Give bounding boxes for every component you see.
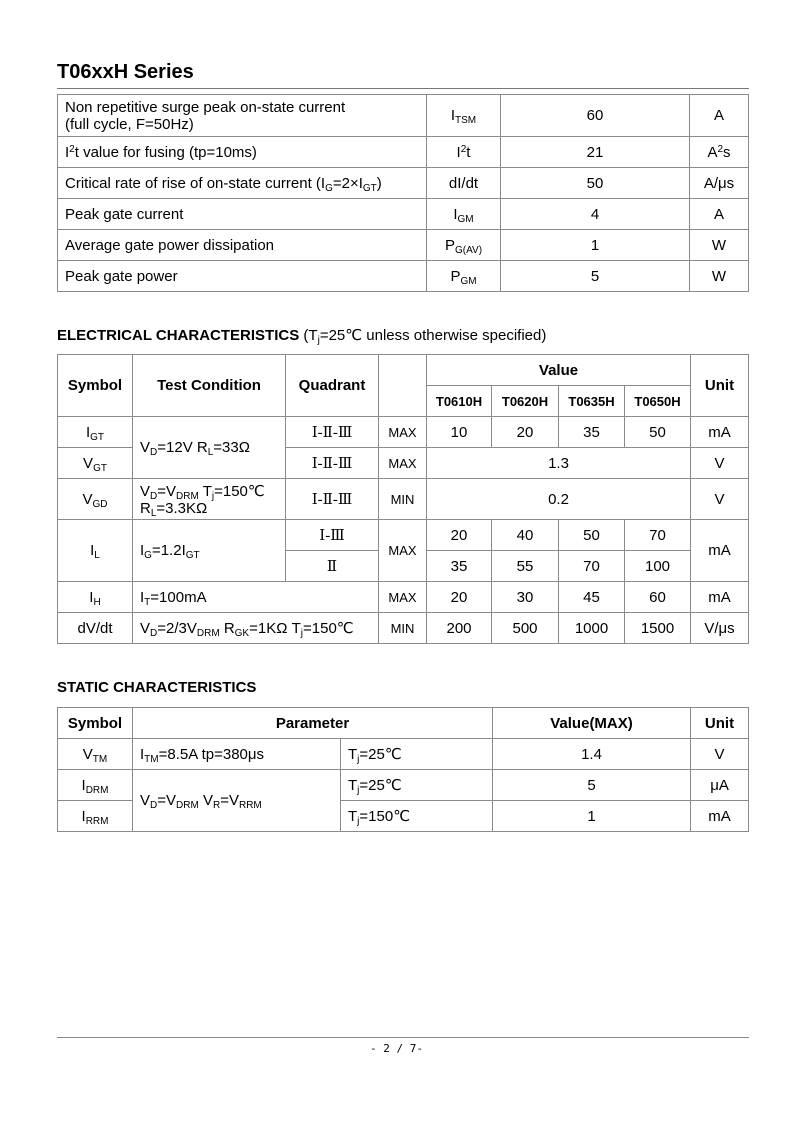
param-cell: Peak gate current bbox=[58, 199, 427, 230]
value-cell: 60 bbox=[625, 582, 691, 613]
condition-text: =100mA bbox=[150, 588, 207, 606]
temperature-text: T bbox=[348, 777, 358, 794]
header-model: T0650H bbox=[625, 386, 691, 417]
symbol-subscript: GM bbox=[457, 213, 474, 225]
symbol-cell bbox=[427, 199, 501, 230]
value-cell: 1 bbox=[501, 230, 690, 261]
condition-text: V bbox=[140, 439, 151, 456]
limit-cell: MAX bbox=[379, 582, 427, 613]
symbol-text: I bbox=[90, 542, 95, 559]
unit-text: A bbox=[707, 143, 718, 161]
section-note bbox=[303, 327, 546, 344]
param-text: Non repetitive surge peak on-state current bbox=[65, 98, 346, 116]
symbol-cell: dV/dt bbox=[58, 613, 133, 644]
value-cell: 1000 bbox=[559, 613, 625, 644]
condition-text: =8.5A tp=380μs bbox=[158, 745, 265, 763]
unit-cell bbox=[690, 137, 749, 168]
table-row bbox=[58, 520, 749, 551]
page-title: T06xxH Series bbox=[57, 61, 194, 83]
quadrant-cell: Ⅰ-Ⅲ bbox=[286, 520, 379, 551]
condition-text: =V bbox=[220, 792, 239, 809]
symbol-text: I bbox=[81, 807, 86, 825]
unit-cell: A bbox=[690, 199, 749, 230]
value-cell: 1.3 bbox=[427, 448, 691, 479]
symbol-subscript: L bbox=[94, 550, 100, 561]
value-cell: 20 bbox=[492, 417, 559, 448]
unit-cell: W bbox=[690, 230, 749, 261]
header-parameter: Parameter bbox=[133, 708, 493, 739]
unit-cell: W bbox=[690, 261, 749, 292]
temperature-subscript: j bbox=[357, 785, 360, 796]
symbol-text: I bbox=[456, 143, 461, 161]
symbol-cell bbox=[58, 770, 133, 801]
quadrant-cell: Ⅰ-Ⅱ-Ⅲ bbox=[286, 448, 379, 479]
table-row bbox=[58, 95, 749, 137]
symbol-cell bbox=[427, 230, 501, 261]
quadrant-cell: Ⅱ bbox=[286, 551, 379, 582]
symbol-text: V bbox=[82, 745, 93, 763]
param-cell bbox=[58, 168, 427, 199]
value-cell: 45 bbox=[559, 582, 625, 613]
temperature-subscript: j bbox=[357, 754, 360, 765]
value-cell: 20 bbox=[427, 520, 492, 551]
condition-text: V bbox=[140, 482, 151, 500]
quadrant-cell: Ⅰ-Ⅱ-Ⅲ bbox=[286, 417, 379, 448]
condition-text: =1KΩ T bbox=[249, 620, 301, 637]
symbol-text: I bbox=[81, 776, 86, 794]
value-cell: 55 bbox=[492, 551, 559, 582]
param-text: Critical rate of rise of on-state current (I bbox=[65, 174, 326, 192]
param-text: (full cycle, F=50Hz) bbox=[65, 115, 194, 133]
value-cell: 1500 bbox=[625, 613, 691, 644]
condition-text: =1.2I bbox=[151, 542, 186, 559]
param-subscript: G bbox=[325, 182, 333, 194]
electrical-characteristics-heading bbox=[57, 326, 546, 344]
temperature-text: =25℃ bbox=[359, 746, 402, 763]
header-quadrant: Quadrant bbox=[286, 355, 379, 417]
static-characteristics-table bbox=[57, 707, 749, 832]
condition-cell bbox=[133, 739, 341, 770]
table-row bbox=[58, 168, 749, 199]
condition-cell bbox=[133, 479, 286, 520]
value-cell: 35 bbox=[559, 417, 625, 448]
header-limit bbox=[379, 355, 427, 417]
condition-cell bbox=[133, 417, 286, 479]
unit-superscript: 2 bbox=[717, 143, 724, 155]
value-cell: 50 bbox=[625, 417, 691, 448]
condition-subscript: G bbox=[144, 550, 152, 561]
value-cell: 60 bbox=[501, 95, 690, 137]
table-row bbox=[58, 199, 749, 230]
header-symbol: Symbol bbox=[58, 708, 133, 739]
table-row bbox=[58, 479, 749, 520]
symbol-cell bbox=[58, 520, 133, 582]
condition-subscript: D bbox=[150, 628, 158, 639]
value-cell: 10 bbox=[427, 417, 492, 448]
condition-text: R bbox=[219, 620, 235, 637]
limit-cell: MAX bbox=[379, 417, 427, 448]
param-text: =2×I bbox=[332, 174, 363, 192]
header-value: Value bbox=[427, 355, 691, 386]
limit-cell: MAX bbox=[379, 520, 427, 582]
condition-text: =V bbox=[157, 792, 177, 809]
unit-cell: V bbox=[691, 448, 749, 479]
unit-cell: mA bbox=[691, 520, 749, 582]
condition-subscript: GT bbox=[185, 550, 200, 561]
symbol-superscript: 2 bbox=[460, 143, 467, 155]
static-characteristics-heading: STATIC CHARACTERISTICS bbox=[57, 679, 257, 696]
param-cell bbox=[58, 95, 427, 137]
condition-text: =V bbox=[157, 482, 177, 500]
temperature-cell bbox=[341, 801, 493, 832]
condition-cell bbox=[133, 582, 379, 613]
absolute-ratings-table bbox=[57, 94, 749, 292]
header-unit: Unit bbox=[691, 708, 749, 739]
header-model: T0610H bbox=[427, 386, 492, 417]
table-row bbox=[58, 417, 749, 448]
value-cell: 1.4 bbox=[493, 739, 691, 770]
unit-cell: mA bbox=[691, 417, 749, 448]
symbol-cell bbox=[427, 95, 501, 137]
value-cell: 30 bbox=[492, 582, 559, 613]
unit-text: s bbox=[723, 143, 731, 161]
unit-cell: V bbox=[691, 479, 749, 520]
value-cell: 5 bbox=[501, 261, 690, 292]
header-row bbox=[58, 355, 749, 386]
symbol-text: P bbox=[450, 267, 461, 285]
condition-text: T bbox=[198, 482, 212, 500]
condition-subscript: D bbox=[150, 490, 158, 502]
header-test-condition: Test Condition bbox=[133, 355, 286, 417]
value-cell: 4 bbox=[501, 199, 690, 230]
limit-cell: MIN bbox=[379, 613, 427, 644]
condition-cell bbox=[133, 613, 379, 644]
symbol-text: t bbox=[466, 143, 471, 161]
symbol-cell: dI/dt bbox=[427, 168, 501, 199]
table-row bbox=[58, 230, 749, 261]
table-row bbox=[58, 261, 749, 292]
condition-text: =33Ω bbox=[213, 439, 250, 456]
symbol-text: I bbox=[450, 107, 456, 124]
unit-cell: μA bbox=[691, 770, 749, 801]
condition-subscript: DRM bbox=[176, 490, 199, 502]
temperature-text: T bbox=[348, 808, 358, 825]
param-superscript: 2 bbox=[69, 143, 75, 155]
value-cell: 100 bbox=[625, 551, 691, 582]
value-cell: 20 bbox=[427, 582, 492, 613]
value-cell: 5 bbox=[493, 770, 691, 801]
condition-subscript: L bbox=[150, 507, 157, 519]
header-symbol: Symbol bbox=[58, 355, 133, 417]
symbol-subscript: GT bbox=[90, 431, 105, 443]
value-cell: 1 bbox=[493, 801, 691, 832]
condition-subscript: TM bbox=[144, 753, 159, 765]
header-model: T0620H bbox=[492, 386, 559, 417]
param-subscript: GT bbox=[362, 182, 377, 194]
symbol-cell bbox=[58, 479, 133, 520]
table-row bbox=[58, 739, 749, 770]
symbol-text: V bbox=[82, 490, 93, 508]
condition-text: =2/3V bbox=[157, 620, 197, 637]
symbol-subscript: DRM bbox=[85, 784, 109, 796]
param-cell bbox=[58, 137, 427, 168]
temperature-cell bbox=[341, 739, 493, 770]
symbol-cell bbox=[58, 801, 133, 832]
symbol-text: I bbox=[453, 205, 458, 223]
condition-subscript: D bbox=[150, 447, 158, 458]
value-cell: 500 bbox=[492, 613, 559, 644]
condition-text: I bbox=[140, 588, 145, 606]
temperature-subscript: j bbox=[357, 816, 360, 827]
note-text: =25℃ unless otherwise specified) bbox=[319, 327, 547, 344]
symbol-text: I bbox=[85, 423, 91, 441]
condition-subscript: R bbox=[212, 800, 221, 811]
value-cell: 21 bbox=[501, 137, 690, 168]
value-cell: 70 bbox=[625, 520, 691, 551]
condition-text: I bbox=[140, 745, 145, 763]
unit-cell: V bbox=[691, 739, 749, 770]
symbol-subscript: G(AV) bbox=[454, 244, 483, 256]
condition-text: V bbox=[140, 620, 151, 637]
symbol-subscript: RRM bbox=[85, 815, 109, 827]
footer-divider bbox=[57, 1037, 749, 1038]
symbol-subscript: H bbox=[93, 596, 101, 608]
symbol-cell bbox=[427, 261, 501, 292]
value-cell: 200 bbox=[427, 613, 492, 644]
condition-cell bbox=[133, 770, 341, 832]
unit-cell: V/μs bbox=[691, 613, 749, 644]
symbol-text: P bbox=[444, 236, 455, 254]
header-unit: Unit bbox=[691, 355, 749, 417]
symbol-subscript: GD bbox=[92, 498, 108, 510]
condition-text: =150℃ bbox=[214, 482, 265, 500]
section-title: ELECTRICAL CHARACTERISTICS bbox=[57, 327, 300, 344]
symbol-cell bbox=[58, 448, 133, 479]
condition-text: =3.3KΩ bbox=[156, 499, 208, 517]
condition-subscript: T bbox=[144, 596, 151, 608]
condition-subscript: j bbox=[211, 490, 215, 502]
temperature-text: =150℃ bbox=[359, 808, 411, 825]
condition-subscript: DRM bbox=[196, 628, 220, 639]
unit-cell: A bbox=[690, 95, 749, 137]
value-cell: 70 bbox=[559, 551, 625, 582]
symbol-text: V bbox=[83, 454, 94, 472]
symbol-subscript: TM bbox=[92, 753, 108, 765]
symbol-text: I bbox=[89, 588, 94, 606]
note-text: (T bbox=[303, 327, 318, 344]
table-row bbox=[58, 770, 749, 801]
value-cell: 0.2 bbox=[427, 479, 691, 520]
condition-text: V bbox=[198, 792, 213, 809]
symbol-cell bbox=[58, 417, 133, 448]
header-value: Value(MAX) bbox=[493, 708, 691, 739]
condition-text: V bbox=[140, 792, 151, 809]
condition-text: =12V R bbox=[157, 439, 208, 456]
param-text: ) bbox=[376, 174, 382, 192]
unit-cell: mA bbox=[691, 582, 749, 613]
title-divider bbox=[57, 88, 749, 89]
note-subscript: j bbox=[317, 335, 320, 346]
value-cell: 50 bbox=[559, 520, 625, 551]
unit-cell: mA bbox=[691, 801, 749, 832]
temperature-cell bbox=[341, 770, 493, 801]
value-cell: 40 bbox=[492, 520, 559, 551]
temperature-text: T bbox=[348, 746, 358, 763]
condition-text: R bbox=[140, 499, 151, 517]
param-cell: Peak gate power bbox=[58, 261, 427, 292]
header-row bbox=[58, 708, 749, 739]
condition-subscript: GK bbox=[234, 628, 250, 639]
condition-subscript: DRM bbox=[176, 800, 199, 811]
electrical-characteristics-table bbox=[57, 354, 749, 644]
condition-cell bbox=[133, 520, 286, 582]
header-model: T0635H bbox=[559, 386, 625, 417]
temperature-text: =25℃ bbox=[359, 777, 402, 794]
condition-subscript: j bbox=[300, 628, 303, 639]
condition-subscript: D bbox=[150, 800, 158, 811]
symbol-subscript: TSM bbox=[455, 115, 477, 126]
table-row bbox=[58, 613, 749, 644]
condition-subscript: L bbox=[207, 447, 214, 458]
param-text: t value for fusing (tp=10ms) bbox=[74, 143, 257, 161]
symbol-cell bbox=[58, 739, 133, 770]
param-cell: Average gate power dissipation bbox=[58, 230, 427, 261]
condition-text: I bbox=[140, 542, 145, 559]
condition-text: =150℃ bbox=[303, 620, 354, 637]
value-cell: 50 bbox=[501, 168, 690, 199]
param-text: I bbox=[65, 143, 70, 161]
condition-subscript: RRM bbox=[238, 800, 262, 811]
table-row bbox=[58, 582, 749, 613]
value-cell: 35 bbox=[427, 551, 492, 582]
table-row bbox=[58, 137, 749, 168]
unit-cell: A/μs bbox=[690, 168, 749, 199]
page-number: - 2 / 7- bbox=[370, 1042, 423, 1055]
symbol-subscript: GM bbox=[460, 275, 477, 287]
symbol-subscript: GT bbox=[93, 462, 107, 474]
symbol-cell bbox=[427, 137, 501, 168]
limit-cell: MIN bbox=[379, 479, 427, 520]
limit-cell: MAX bbox=[379, 448, 427, 479]
quadrant-cell: Ⅰ-Ⅱ-Ⅲ bbox=[286, 479, 379, 520]
symbol-cell bbox=[58, 582, 133, 613]
